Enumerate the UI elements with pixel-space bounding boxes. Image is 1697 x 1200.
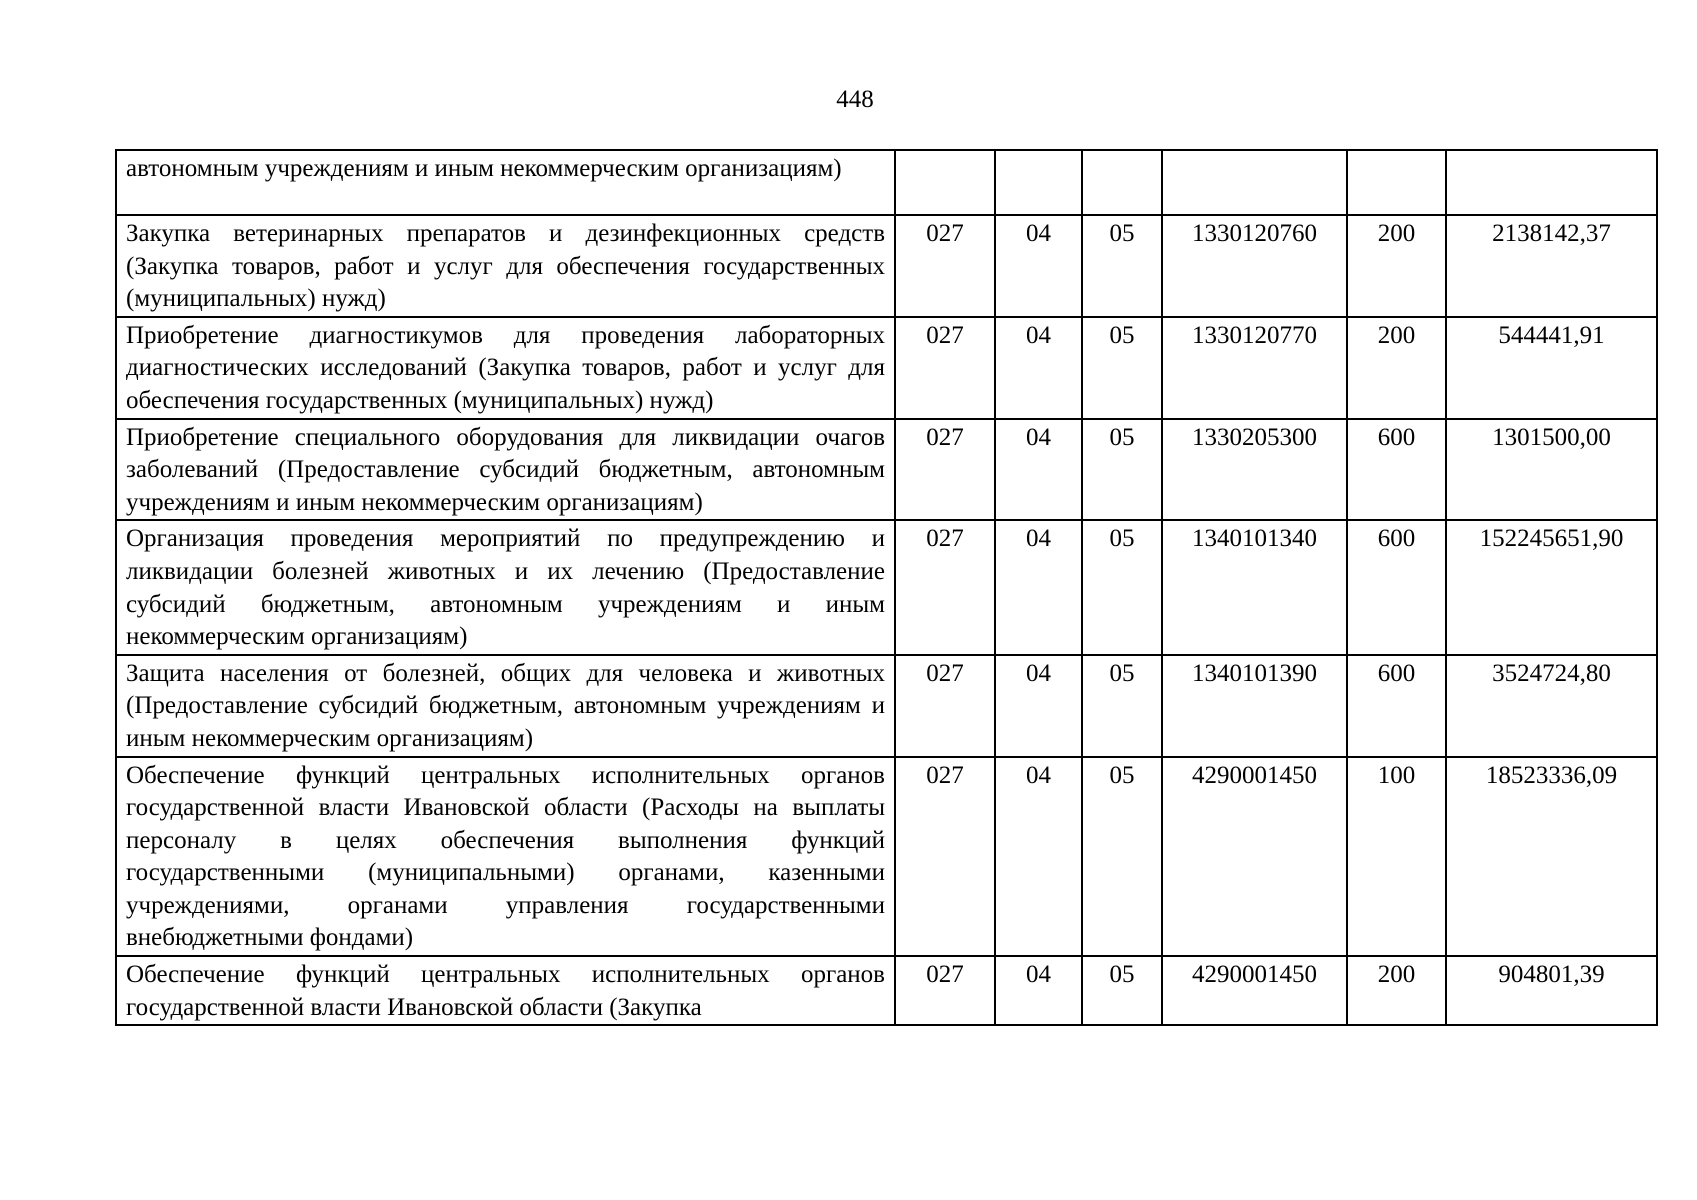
budget-table [115, 149, 1658, 1026]
row-description: Обеспечение функций центральных исполнительных органов государственной власти Ивановской области (Закупка [116, 956, 895, 1025]
row-section-code: 04 [995, 956, 1082, 1025]
row-subsection-code: 05 [1082, 317, 1162, 419]
row-expense-type: 600 [1347, 655, 1446, 757]
row-section-code: 04 [995, 757, 1082, 957]
row-subsection-code: 05 [1082, 655, 1162, 757]
row-section-code: 04 [995, 520, 1082, 654]
row-description: Обеспечение функций центральных исполнительных органов государственной власти Ивановской области (Расходы на выплаты персоналу в целях обеспечения выполнения функций государственными (муниципальными) органами, казенными учреждениями, органами управления государственными внебюджетными фондами) [116, 757, 895, 957]
row-amount: 544441,91 [1446, 317, 1657, 419]
row-amount: 904801,39 [1446, 956, 1657, 1025]
table-row [116, 520, 1657, 654]
row-target-code: 1330120760 [1162, 215, 1347, 317]
row-subsection-code [1082, 150, 1162, 215]
row-ministry-code: 027 [895, 317, 995, 419]
row-section-code: 04 [995, 419, 1082, 521]
row-ministry-code [895, 150, 995, 215]
row-section-code [995, 150, 1082, 215]
row-ministry-code: 027 [895, 956, 995, 1025]
row-section-code: 04 [995, 215, 1082, 317]
row-amount [1446, 150, 1657, 215]
row-expense-type: 100 [1347, 757, 1446, 957]
row-expense-type: 600 [1347, 419, 1446, 521]
page-number: 448 [836, 86, 874, 113]
row-subsection-code: 05 [1082, 757, 1162, 957]
row-target-code [1162, 150, 1347, 215]
table-row [116, 757, 1657, 957]
row-target-code: 1340101390 [1162, 655, 1347, 757]
row-subsection-code: 05 [1082, 215, 1162, 317]
table-row [116, 150, 1657, 215]
row-ministry-code: 027 [895, 520, 995, 654]
row-section-code: 04 [995, 317, 1082, 419]
row-description: Закупка ветеринарных препаратов и дезинфекционных средств (Закупка товаров, работ и услуг для обеспечения государственных (муниципальных) нужд) [116, 215, 895, 317]
table-row [116, 655, 1657, 757]
row-ministry-code: 027 [895, 419, 995, 521]
row-subsection-code: 05 [1082, 419, 1162, 521]
row-expense-type: 600 [1347, 520, 1446, 654]
row-expense-type: 200 [1347, 215, 1446, 317]
row-section-code: 04 [995, 655, 1082, 757]
row-subsection-code: 05 [1082, 520, 1162, 654]
row-amount: 1301500,00 [1446, 419, 1657, 521]
row-amount: 18523336,09 [1446, 757, 1657, 957]
table-row [116, 215, 1657, 317]
row-expense-type: 200 [1347, 317, 1446, 419]
row-description: Защита населения от болезней, общих для человека и животных (Предоставление субсидий бюджетным, автономным учреждениям и иным некоммерческим организациям) [116, 655, 895, 757]
row-amount: 3524724,80 [1446, 655, 1657, 757]
row-subsection-code: 05 [1082, 956, 1162, 1025]
row-amount: 2138142,37 [1446, 215, 1657, 317]
row-target-code: 1330205300 [1162, 419, 1347, 521]
table-row [116, 956, 1657, 1025]
row-ministry-code: 027 [895, 655, 995, 757]
row-expense-type: 200 [1347, 956, 1446, 1025]
row-ministry-code: 027 [895, 215, 995, 317]
row-description: Приобретение специального оборудования для ликвидации очагов заболеваний (Предоставление субсидий бюджетным, автономным учреждениям и иным некоммерческим организациям) [116, 419, 895, 521]
table-row [116, 419, 1657, 521]
row-amount: 152245651,90 [1446, 520, 1657, 654]
row-description: Организация проведения мероприятий по предупреждению и ликвидации болезней животных и их лечению (Предоставление субсидий бюджетным, автономным учреждениям и иным некоммерческим организациям) [116, 520, 895, 654]
row-target-code: 4290001450 [1162, 757, 1347, 957]
row-description: Приобретение диагностикумов для проведения лабораторных диагностических исследований (Закупка товаров, работ и услуг для обеспечения государственных (муниципальных) нужд) [116, 317, 895, 419]
row-ministry-code: 027 [895, 757, 995, 957]
row-target-code: 1340101340 [1162, 520, 1347, 654]
row-expense-type [1347, 150, 1446, 215]
row-target-code: 4290001450 [1162, 956, 1347, 1025]
row-target-code: 1330120770 [1162, 317, 1347, 419]
row-description: автономным учреждениям и иным некоммерческим организациям) [116, 150, 895, 215]
table-row [116, 317, 1657, 419]
